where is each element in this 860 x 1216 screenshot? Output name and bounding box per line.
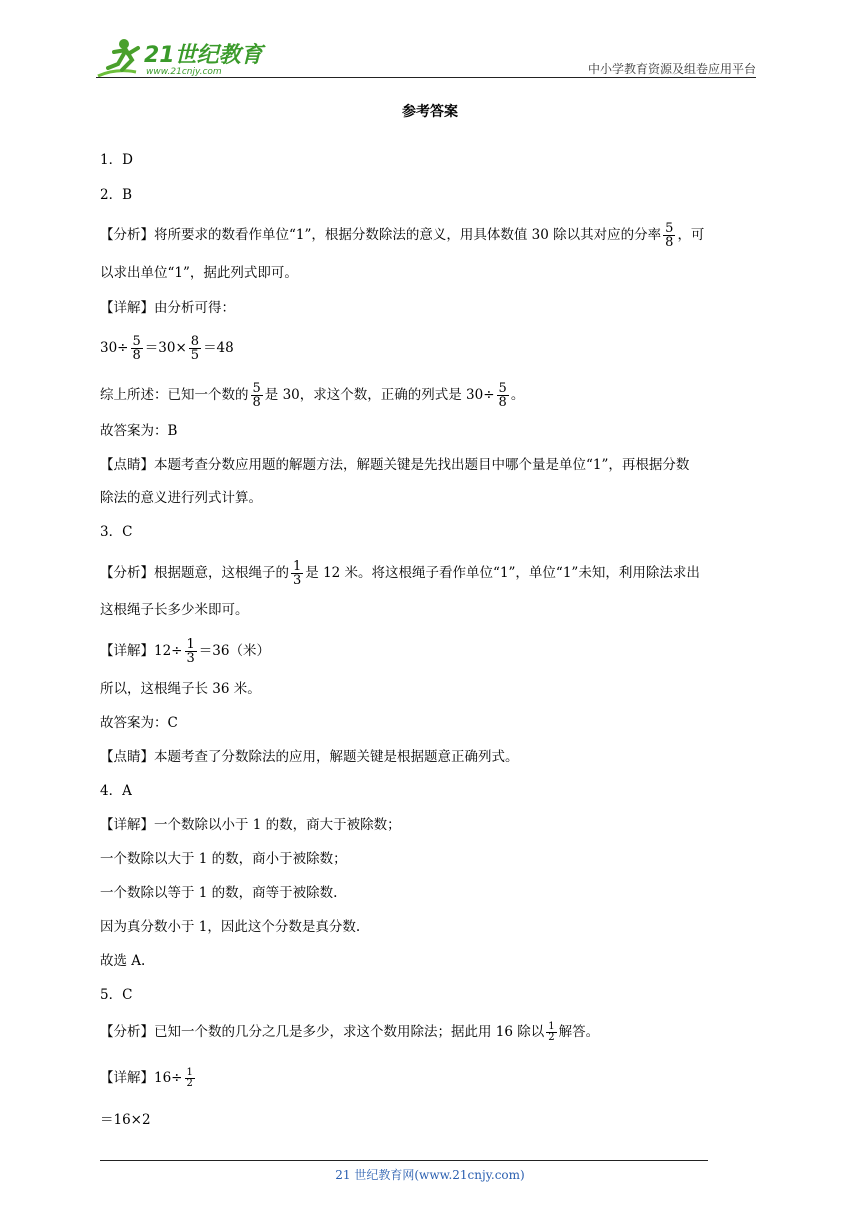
fraction-denominator: 5	[190, 348, 200, 363]
text-segment: 【分析】根据题意，这根绳子的	[100, 565, 289, 581]
fraction-numerator: 5	[252, 381, 261, 396]
answer-line: 5．C	[100, 987, 133, 1003]
header-divider	[96, 77, 756, 78]
fraction-denominator: 8	[498, 395, 507, 410]
text-segment: 。	[510, 387, 525, 403]
answer-line: 故答案为：C	[100, 715, 178, 731]
text-segment: 【详解】16÷	[100, 1070, 183, 1086]
text-segment: 30÷	[100, 340, 129, 356]
detail-line: 【详解】一个数除以小于 1 的数，商大于被除数；	[100, 817, 401, 833]
text-segment: 是 12 米。将这根绳子看作单位“1”，单位“1”未知，利用除法求出	[305, 565, 700, 581]
fraction-numerator: 5	[132, 334, 141, 349]
fraction	[497, 382, 509, 409]
fraction	[546, 1022, 556, 1043]
text-segment: 【详解】12÷	[100, 643, 183, 659]
svg-text:www.21cnjy.com: www.21cnjy.com	[146, 67, 222, 77]
answer-line: 故选 A.	[100, 953, 146, 969]
analysis-line	[100, 222, 704, 249]
calc-line	[100, 335, 234, 362]
result-line: 所以，这根绳子长 36 米。	[100, 681, 261, 697]
comment-line: 【点睛】本题考查分数应用题的解题方法，解题关键是先找出题目中哪个量是单位“1”，再根据分数	[100, 457, 690, 473]
text-segment: 【分析】将所要求的数看作单位“1”，根据分数除法的意义，用具体数值 30 除以其对应的分率	[100, 227, 662, 243]
site-logo	[96, 34, 266, 80]
fraction-numerator: 1	[293, 559, 302, 574]
fraction	[663, 222, 675, 249]
fraction	[189, 335, 201, 362]
detail-line: 因为真分数小于 1，因此这个分数是真分数.	[100, 919, 361, 935]
text-segment: 【分析】已知一个数的几分之几是多少，求这个数用除法；据此用 16 除以	[100, 1024, 545, 1040]
fraction	[131, 335, 143, 362]
analysis-line	[100, 1022, 599, 1043]
fraction-numerator: 8	[190, 334, 200, 349]
text-segment: 综上所述：已知一个数的	[100, 387, 249, 403]
fraction	[185, 638, 197, 665]
fraction-numerator: 5	[665, 221, 674, 236]
detail-line: 【详解】由分析可得：	[100, 300, 235, 316]
fraction-numerator: 1	[186, 1067, 193, 1078]
step-line: ＝16×2	[100, 1112, 151, 1128]
page-title: 参考答案	[402, 104, 458, 120]
analysis-line	[100, 560, 700, 587]
platform-name: 中小学教育资源及组卷应用平台	[587, 62, 756, 76]
svg-text:21世纪教育: 21世纪教育	[144, 43, 263, 68]
answer-line: 故答案为：B	[100, 423, 178, 439]
text-segment: ＝36（米）	[198, 643, 270, 659]
fraction-numerator: 1	[548, 1021, 555, 1032]
analysis-line: 这根绳子长多少米即可。	[100, 602, 249, 618]
text-segment: 解答。	[558, 1024, 600, 1040]
comment-line: 【点睛】本题考查了分数除法的应用，解题关键是根据题意正确列式。	[100, 749, 519, 765]
analysis-line: 以求出单位“1”，据此列式即可。	[100, 265, 298, 281]
fraction-denominator: 8	[252, 395, 261, 410]
fraction-denominator: 2	[186, 1078, 193, 1089]
fraction	[251, 382, 263, 409]
answer-line: 3．C	[100, 524, 133, 540]
fraction-denominator: 8	[132, 348, 141, 363]
text-segment: ，可	[677, 227, 705, 243]
footer-link[interactable]: 21 世纪教育网(www.21cnjy.com)	[335, 1168, 525, 1182]
detail-line: 一个数除以等于 1 的数，商等于被除数.	[100, 885, 338, 901]
detail-line: 一个数除以大于 1 的数，商小于被除数；	[100, 851, 347, 867]
fraction	[185, 1068, 195, 1089]
answer-line: 4．A	[100, 783, 132, 799]
detail-line	[100, 1068, 197, 1089]
text-segment: ＝30×	[144, 340, 187, 356]
fraction-denominator: 3	[186, 651, 195, 666]
detail-line	[100, 638, 270, 665]
comment-line: 除法的意义进行列式计算。	[100, 490, 262, 506]
fraction	[291, 560, 303, 587]
summary-line	[100, 382, 524, 409]
fraction-denominator: 8	[665, 235, 674, 250]
text-segment: ＝48	[203, 340, 234, 356]
text-segment: 是 30，求这个数，正确的列式是 30÷	[264, 387, 495, 403]
fraction-denominator: 2	[548, 1032, 555, 1043]
answer-line: 1．D	[100, 152, 133, 168]
fraction-numerator: 1	[186, 637, 195, 652]
fraction-numerator: 5	[498, 381, 507, 396]
fraction-denominator: 3	[293, 573, 302, 588]
footer-divider	[100, 1160, 708, 1161]
answer-line: 2．B	[100, 187, 133, 203]
